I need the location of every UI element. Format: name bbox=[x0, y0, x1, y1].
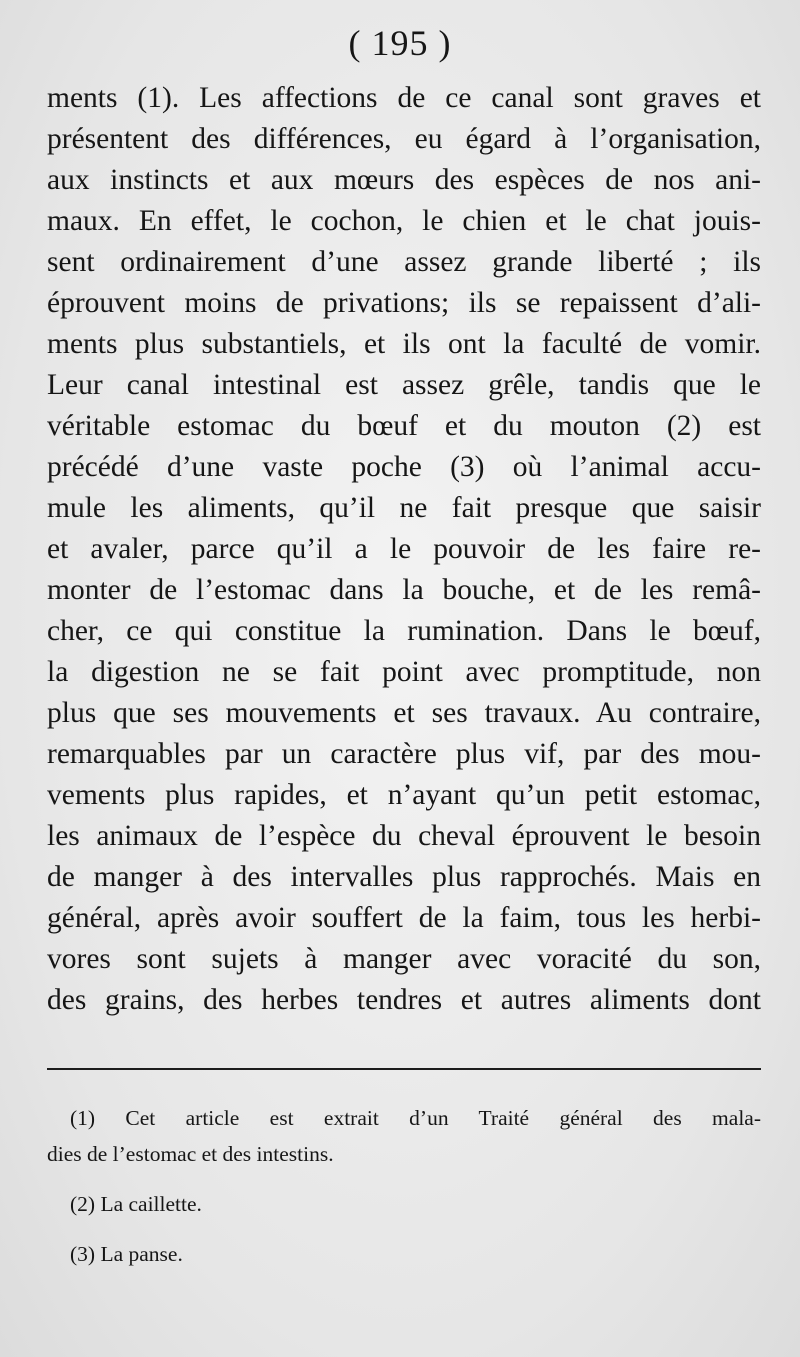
text-line: aux instincts et aux mœurs des espèces de nos ani- bbox=[47, 164, 761, 196]
text-line: vores sont sujets à manger avec voracité du son, bbox=[47, 943, 761, 975]
text-line: monter de l’estomac dans la bouche, et de les remâ- bbox=[47, 574, 761, 606]
text-line: vements plus rapides, et n’ayant qu’un petit estomac, bbox=[47, 779, 761, 811]
text-line: cher, ce qui constitue la rumination. Dans le bœuf, bbox=[47, 615, 761, 647]
page-number: ( 195 ) bbox=[348, 23, 452, 63]
footnote-2 bbox=[47, 1186, 761, 1222]
text-line: de manger à des intervalles plus rapprochés. Mais en bbox=[47, 861, 761, 893]
footnote-line: (2) La caillette. bbox=[70, 1192, 202, 1216]
footnote-line: (3) La panse. bbox=[70, 1242, 183, 1266]
text-line: éprouvent moins de privations; ils se repaissent d’ali- bbox=[47, 287, 761, 319]
footnote-1 bbox=[47, 1100, 761, 1172]
footnote-line: dies de l’estomac et des intestins. bbox=[47, 1142, 334, 1166]
text-line: général, après avoir souffert de la faim, tous les herbi- bbox=[47, 902, 761, 934]
text-line: la digestion ne se fait point avec promptitude, non bbox=[47, 656, 761, 688]
text-line: présentent des différences, eu égard à l’organisation, bbox=[47, 123, 761, 155]
text-line: précédé d’une vaste poche (3) où l’animal accu- bbox=[47, 451, 761, 483]
text-line: plus que ses mouvements et ses travaux. Au contraire, bbox=[47, 697, 761, 729]
text-line: Leur canal intestinal est assez grêle, tandis que le bbox=[47, 369, 761, 401]
text-line: des grains, des herbes tendres et autres aliments dont bbox=[47, 984, 761, 1016]
text-line: sent ordinairement d’une assez grande liberté ; ils bbox=[47, 246, 761, 278]
text-line: véritable estomac du bœuf et du mouton (2) est bbox=[47, 410, 761, 442]
footnote-3 bbox=[47, 1236, 761, 1272]
body-text bbox=[47, 78, 761, 1021]
text-line: ments (1). Les affections de ce canal sont graves et bbox=[47, 82, 761, 114]
text-line: les animaux de l’espèce du cheval éprouvent le besoin bbox=[47, 820, 761, 852]
footnotes bbox=[47, 1100, 761, 1272]
text-line: ments plus substantiels, et ils ont la faculté de vomir. bbox=[47, 328, 761, 360]
text-line: et avaler, parce qu’il a le pouvoir de les faire re- bbox=[47, 533, 761, 565]
text-line: mule les aliments, qu’il ne fait presque que saisir bbox=[47, 492, 761, 524]
footnote-separator bbox=[47, 1068, 761, 1070]
text-line: maux. En effet, le cochon, le chien et le chat jouis- bbox=[47, 205, 761, 237]
text-line: remarquables par un caractère plus vif, par des mou- bbox=[47, 738, 761, 770]
footnote-line: (1) Cet article est extrait d’un Traité général des mala- bbox=[70, 1106, 761, 1130]
